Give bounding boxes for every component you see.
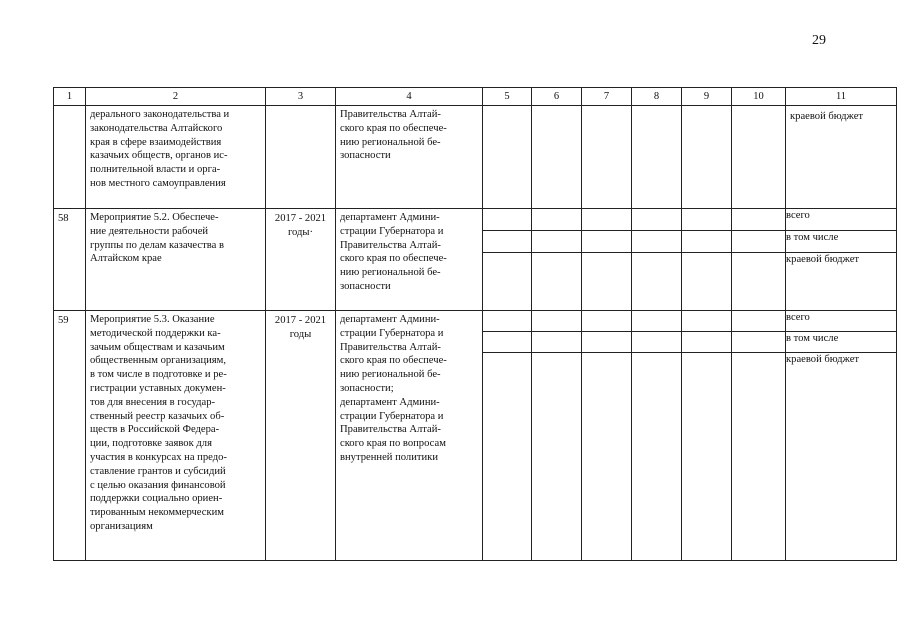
column-header: 10 <box>732 88 786 106</box>
column-header: 1 <box>54 88 86 106</box>
funding-source: всего в том числе краевой бюджет <box>786 209 897 311</box>
executor-text-line: страции Губернатора и <box>340 410 444 422</box>
activity-text-line: дерального законодательства и <box>90 109 230 120</box>
activity-text-line: законодательства Алтайского <box>90 122 223 134</box>
activity-name <box>86 209 266 311</box>
column-header: 2 <box>86 88 266 106</box>
period <box>266 209 336 311</box>
header-row <box>54 88 897 106</box>
activity-text-line: ции, подготовке заявок для <box>90 438 212 450</box>
executor-text-line: Правительства Алтай- <box>340 109 441 120</box>
activity-text-line: нов местного самоуправления <box>90 177 226 189</box>
period-text-line: годы <box>289 328 312 340</box>
executor-text-line: Правительства Алтай- <box>340 424 441 436</box>
executor <box>336 106 483 209</box>
activity-text-line: участия в конкурсах на предо- <box>90 451 227 463</box>
executor-text-line: департамент Админи- <box>340 212 440 223</box>
activity-name <box>86 106 266 209</box>
activity-text-line: Алтайском крае <box>90 253 162 265</box>
activity-text-line: методической поддержки ка- <box>90 327 221 339</box>
activity-text-line: ственный реестр казачьих об- <box>90 410 225 422</box>
executor-text-line: департамент Админи- <box>340 396 440 408</box>
executor-text-line: внутренней политики <box>340 451 438 463</box>
executor-text-line: ского края по вопросам <box>340 438 446 450</box>
executor-text-line: нию региональной бе- <box>340 136 441 148</box>
funding-source: всего в том числе краевой бюджет <box>786 311 897 561</box>
activity-text-line: Мероприятие 5.3. Оказание <box>90 314 215 325</box>
executor <box>336 311 483 561</box>
activity-text-line: казачьих обществ, органов ис- <box>90 150 228 162</box>
column-header: 6 <box>532 88 582 106</box>
table-row <box>54 209 897 311</box>
row-number <box>54 106 86 209</box>
activity-text-line: поддержки социально ориен- <box>90 493 223 505</box>
row-number: 58 <box>54 209 86 311</box>
activity-text-line: ние деятельности рабочей <box>90 225 209 237</box>
executor-text-line: департамент Админи- <box>340 314 440 325</box>
column-header: 5 <box>483 88 532 106</box>
activity-text-line: с целью оказания финансовой <box>90 479 226 491</box>
executor-text-line: зопасности; <box>340 382 394 394</box>
executor-text-line: страции Губернатора и <box>340 225 444 237</box>
activity-text-line: организациям <box>90 520 153 532</box>
period <box>266 106 336 209</box>
executor-text-line: нию региональной бе- <box>340 369 441 381</box>
activity-text-line: группы по делам казачества в <box>90 239 224 251</box>
page-number: 29 <box>812 33 826 48</box>
activity-text-line: гистрации уставных докумен- <box>90 382 226 394</box>
period <box>266 311 336 561</box>
activity-text-line: ществ в Российской Федера- <box>90 424 220 436</box>
executor-text-line: Правительства Алтай- <box>340 239 441 251</box>
column-header: 11 <box>786 88 897 106</box>
executor-text-line: зопасности <box>340 150 391 162</box>
activity-text-line: в том числе в подготовке и ре- <box>90 369 227 381</box>
column-header: 4 <box>336 88 483 106</box>
activity-text-line: ставление грантов и субсидий <box>90 465 226 477</box>
activity-text-line: общественным организациям, <box>90 355 227 367</box>
activity-text-line: тов для внесения в государ- <box>90 396 216 408</box>
activity-text-line: Мероприятие 5.2. Обеспече- <box>90 212 219 223</box>
executor-text-line: страции Губернатора и <box>340 327 444 339</box>
executor-text-line: нию региональной бе- <box>340 267 441 279</box>
activity-name <box>86 311 266 561</box>
table-row <box>54 106 897 209</box>
column-header: 9 <box>682 88 732 106</box>
activity-text-line: зачьим обществам и казачьим <box>90 341 225 353</box>
activity-text-line: полнительной власти и орга- <box>90 164 221 176</box>
period-text-line: годы· <box>287 226 314 238</box>
executor-text-line: ского края по обеспече- <box>340 355 447 367</box>
activity-text-line: края в сфере взаимодействия <box>90 136 222 148</box>
program-table <box>53 87 897 561</box>
executor-text-line: Правительства Алтай- <box>340 341 441 353</box>
activity-text-line: тированным некоммерческим <box>90 507 224 519</box>
executor <box>336 209 483 311</box>
column-header: 7 <box>582 88 632 106</box>
column-header: 3 <box>266 88 336 106</box>
period-text-line: 2017 - 2021 <box>274 315 327 326</box>
period-text-line: 2017 - 2021 <box>274 213 327 224</box>
executor-text-line: ского края по обеспече- <box>340 122 447 134</box>
executor-text-line: зопасности <box>340 280 391 292</box>
table-row <box>54 311 897 561</box>
row-number: 59 <box>54 311 86 561</box>
executor-text-line: ского края по обеспече- <box>340 253 447 265</box>
funding-source: краевой бюджет <box>786 106 897 209</box>
column-header: 8 <box>632 88 682 106</box>
